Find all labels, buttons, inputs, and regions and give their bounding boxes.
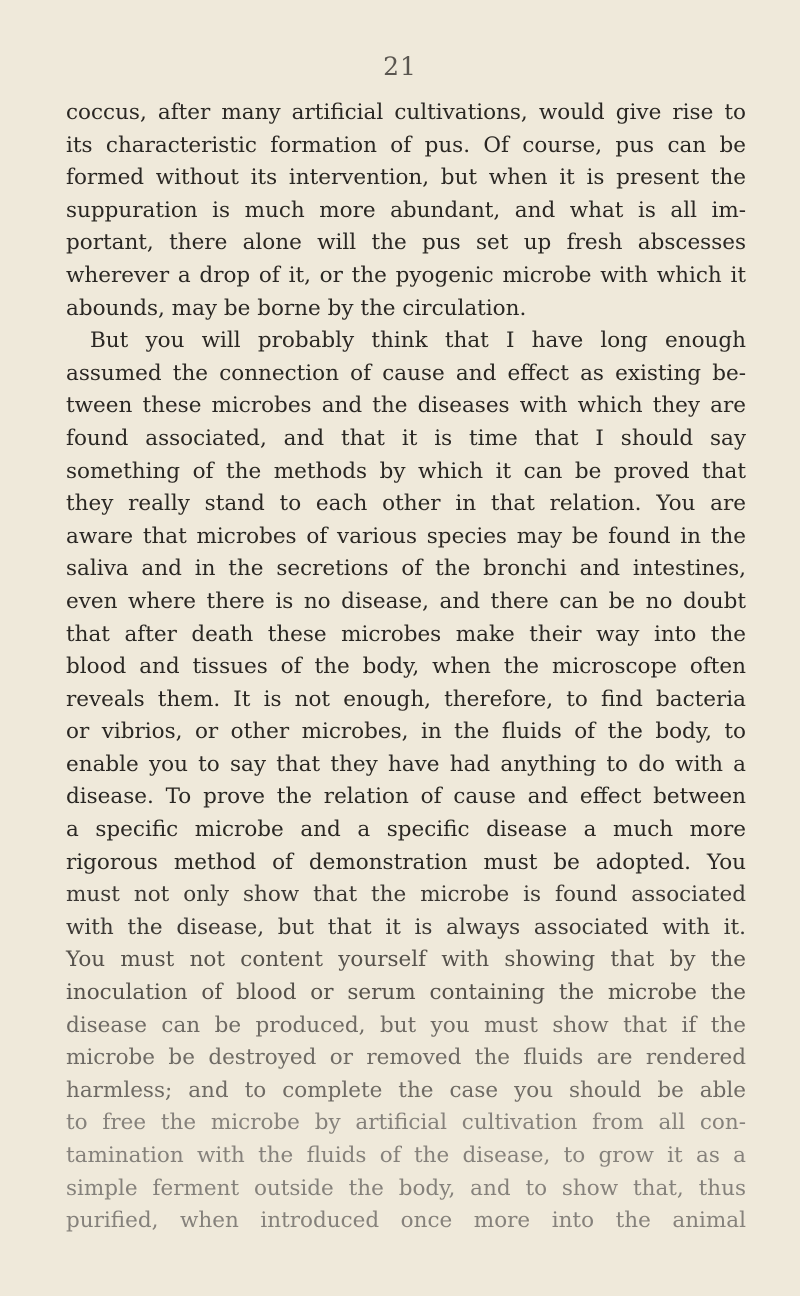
page-number: 21 — [383, 52, 417, 81]
text-line: wherever a drop of it, or the pyogenic microbe with which it — [66, 262, 746, 288]
text-line: abounds, may be borne by the circulation. — [66, 295, 527, 321]
text-line: with the disease, but that it is always associated with it. — [66, 914, 746, 940]
paragraph-start-line: But you will probably think that I have long enough — [90, 328, 746, 354]
text-line: that after death these microbes make their way into the — [66, 621, 746, 647]
text-line: found associated, and that it is time that I should say — [66, 425, 746, 451]
text-line: disease can be produced, but you must show that if the — [66, 1012, 746, 1038]
text-line: even where there is no disease, and there can be no doubt — [66, 588, 746, 614]
text-line: rigorous method of demonstration must be adopted. You — [66, 849, 746, 875]
text-line: harmless; and to complete the case you should be able — [66, 1077, 746, 1103]
text-line: they really stand to each other in that relation. You are — [66, 491, 746, 517]
text-line: its characteristic formation of pus. Of course, pus can be — [66, 132, 746, 158]
text-line: or vibrios, or other microbes, in the fluids of the body, to — [66, 719, 746, 745]
text-line: You must not content yourself with showing that by the — [66, 947, 746, 973]
text-line: microbe be destroyed or removed the fluids are rendered — [66, 1045, 746, 1071]
text-line: tamination with the fluids of the disease, to grow it as a — [66, 1143, 746, 1168]
text-line: aware that microbes of various species may be found in the — [66, 523, 746, 549]
text-line: suppuration is much more abundant, and what is all im- — [66, 197, 746, 223]
text-line: saliva and in the secretions of the bronchi and intestines, — [66, 556, 746, 582]
text-line: something of the methods by which it can be proved that — [66, 458, 746, 484]
text-line: to free the microbe by artificial cultivation from all con- — [66, 1110, 746, 1136]
text-line: assumed the connection of cause and effect as existing be- — [66, 360, 746, 386]
text-line: blood and tissues of the body, when the microscope often — [66, 654, 746, 680]
text-line: must not only show that the microbe is found associated — [66, 882, 746, 908]
text-line: tween these microbes and the diseases with which they are — [66, 393, 746, 419]
text-line: purified, when introduced once more into the animal — [66, 1208, 746, 1234]
text-line: formed without its intervention, but when it is present the — [66, 165, 746, 191]
text-line: inoculation of blood or serum containing the microbe the — [66, 980, 746, 1006]
text-line: simple ferment outside the body, and to show that, thus — [66, 1175, 746, 1201]
text-line: reveals them. It is not enough, therefore, to find bacteria — [66, 686, 746, 712]
text-line: enable you to say that they have had anything to do with a — [66, 751, 746, 777]
text-line: coccus, after many artificial cultivations, would give rise to — [66, 100, 746, 125]
text-line: disease. To prove the relation of cause and effect between — [66, 784, 746, 810]
text-line: portant, there alone will the pus set up fresh abscesses — [66, 230, 746, 256]
text-line: a specific microbe and a specific disease a much more — [66, 817, 746, 843]
body-text — [66, 97, 746, 1238]
